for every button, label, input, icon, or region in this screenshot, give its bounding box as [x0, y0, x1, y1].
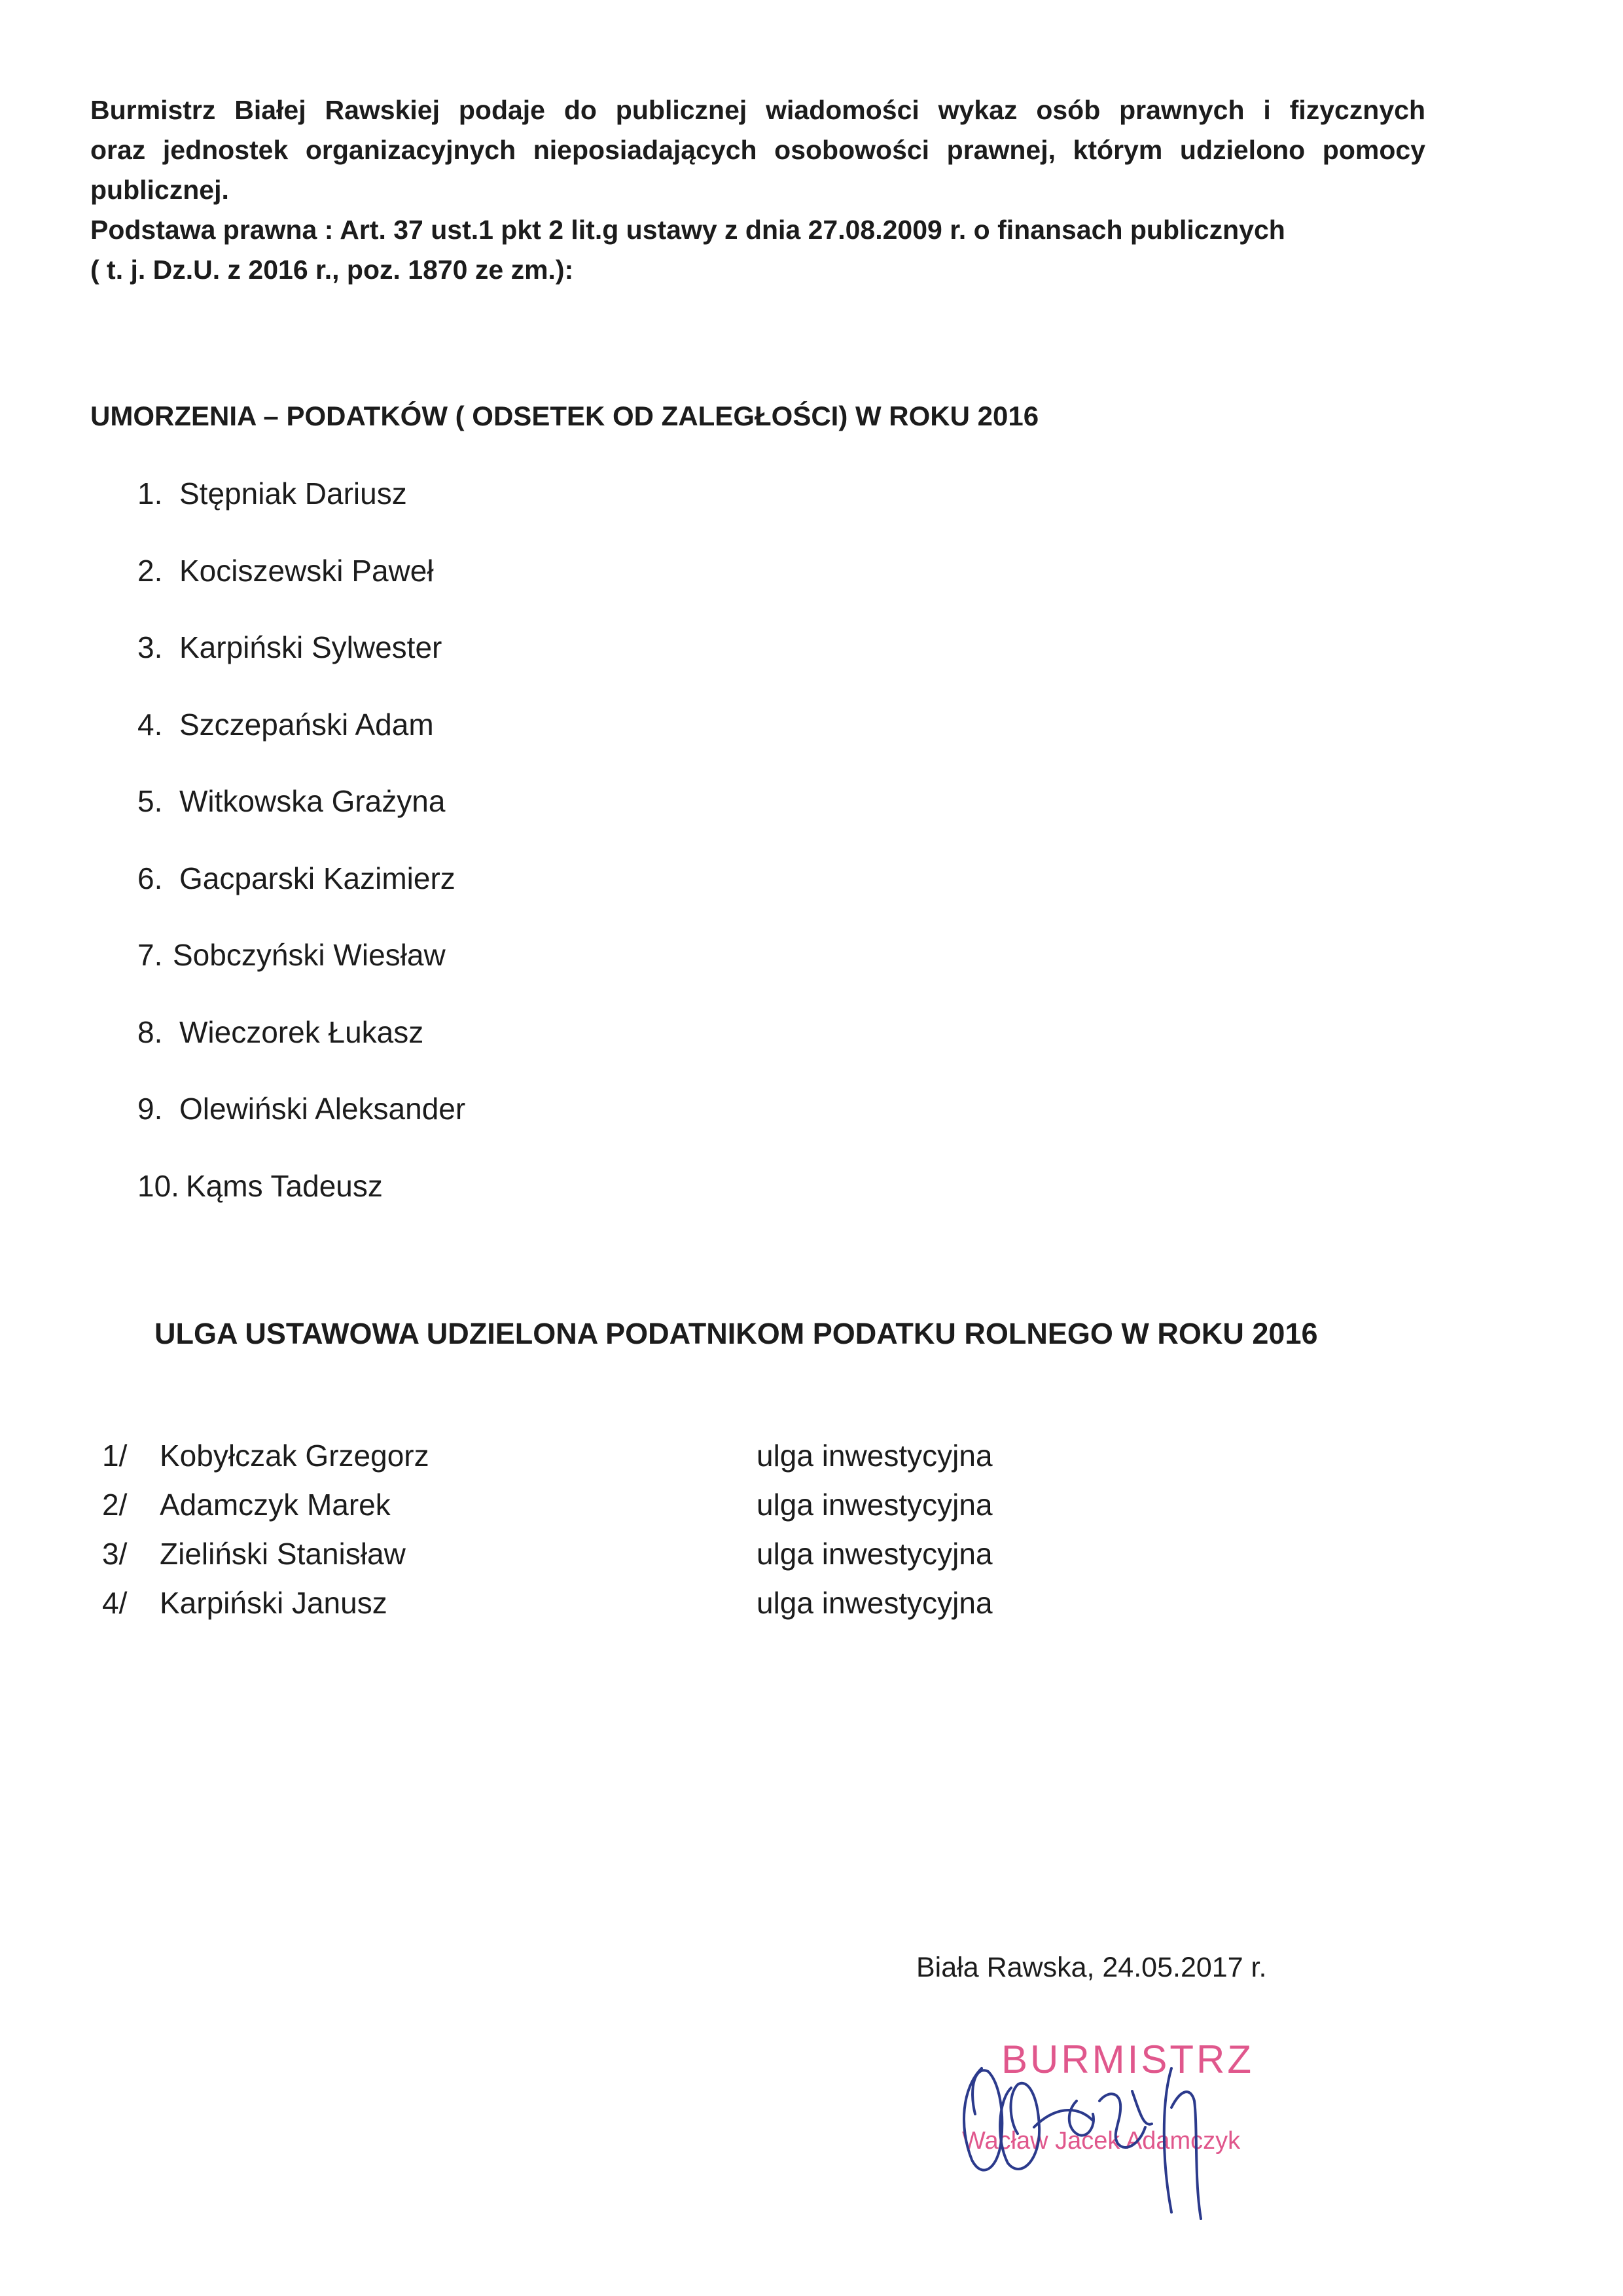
item-name: Kąms Tadeusz — [186, 1168, 383, 1203]
list-item — [137, 628, 465, 705]
list-item — [102, 1534, 1084, 1583]
item-name: Olewiński Aleksander — [179, 1092, 466, 1126]
list-item — [102, 1436, 1084, 1485]
list-item — [102, 1583, 1084, 1632]
list-item — [137, 474, 465, 551]
item-name: Karpiński Janusz — [160, 1586, 387, 1620]
item-name: Stępniak Dariusz — [179, 476, 407, 511]
relief-type: ulga inwestycyjna — [757, 1488, 993, 1522]
relief-type: ulga inwestycyjna — [757, 1537, 993, 1571]
tax-relief-list — [102, 1436, 1084, 1632]
item-name: Szczepański Adam — [179, 707, 434, 742]
item-name: Sobczyński Wiesław — [173, 938, 446, 972]
intro-line-3: publicznej. — [90, 175, 229, 205]
section-heading-remissions: UMORZENIA – PODATKÓW ( ODSETEK OD ZALEGŁOŚCI) W ROKU 2016 — [90, 401, 1039, 431]
item-number: 4. — [137, 707, 163, 742]
item-name: Karpiński Sylwester — [179, 630, 442, 664]
relief-type: ulga inwestycyjna — [757, 1586, 993, 1620]
item-name: Zieliński Stanisław — [160, 1537, 406, 1571]
item-number: 5. — [137, 784, 163, 818]
item-number: 3/ — [102, 1537, 128, 1571]
section-heading-tax-relief: ULGA USTAWOWA UDZIELONA PODATNIKOM PODATKU ROLNEGO W ROKU 2016 — [154, 1317, 1318, 1350]
list-item — [137, 1013, 465, 1090]
item-name: Witkowska Grażyna — [179, 784, 446, 818]
item-name: Kobyłczak Grzegorz — [160, 1439, 429, 1473]
item-name: Adamczyk Marek — [160, 1488, 391, 1522]
item-name: Kociszewski Paweł — [179, 553, 434, 588]
intro-line-1: Burmistrz Białej Rawskiej podaje do publicznej wiadomości wykaz osób prawnych i fizycznych — [90, 95, 1425, 125]
legal-basis-line-2: ( t. j. Dz.U. z 2016 r., poz. 1870 ze zm.): — [90, 255, 574, 285]
intro-paragraph — [90, 90, 1425, 290]
list-item — [102, 1485, 1084, 1534]
item-number: 1. — [137, 476, 163, 511]
list-item — [137, 935, 465, 1013]
list-item — [137, 1166, 465, 1244]
list-item — [137, 1089, 465, 1166]
legal-basis-line-1: Podstawa prawna : Art. 37 ust.1 pkt 2 lit.g ustawy z dnia 27.08.2009 r. o finansach publicznych — [90, 215, 1285, 245]
intro-line-2: oraz jednostek organizacyjnych nieposiadających osobowości prawnej, którym udzielono pomocy — [90, 135, 1425, 165]
item-name: Wieczorek Łukasz — [179, 1014, 424, 1049]
mayor-stamp — [936, 2029, 1302, 2225]
list-item — [137, 551, 465, 628]
list-item — [137, 781, 465, 859]
relief-type: ulga inwestycyjna — [757, 1439, 993, 1473]
item-number: 8. — [137, 1014, 163, 1049]
item-number: 7. — [137, 938, 163, 972]
item-number: 3. — [137, 630, 163, 664]
list-item — [137, 859, 465, 936]
list-item — [137, 705, 465, 782]
item-name: Gacparski Kazimierz — [179, 861, 455, 895]
place-and-date: Biała Rawska, 24.05.2017 r. — [916, 1952, 1267, 1983]
item-number: 2. — [137, 553, 163, 588]
stamp-name: Wacław Jacek Adamczyk — [962, 2127, 1241, 2155]
item-number: 1/ — [102, 1439, 128, 1473]
item-number: 2/ — [102, 1488, 128, 1522]
item-number: 6. — [137, 861, 163, 895]
stamp-title: BURMISTRZ — [1001, 2037, 1254, 2081]
item-number: 4/ — [102, 1586, 128, 1620]
item-number: 9. — [137, 1092, 163, 1126]
handwritten-signature — [936, 2029, 1302, 2225]
item-number: 10. — [137, 1168, 179, 1203]
remissions-list — [137, 474, 465, 1243]
